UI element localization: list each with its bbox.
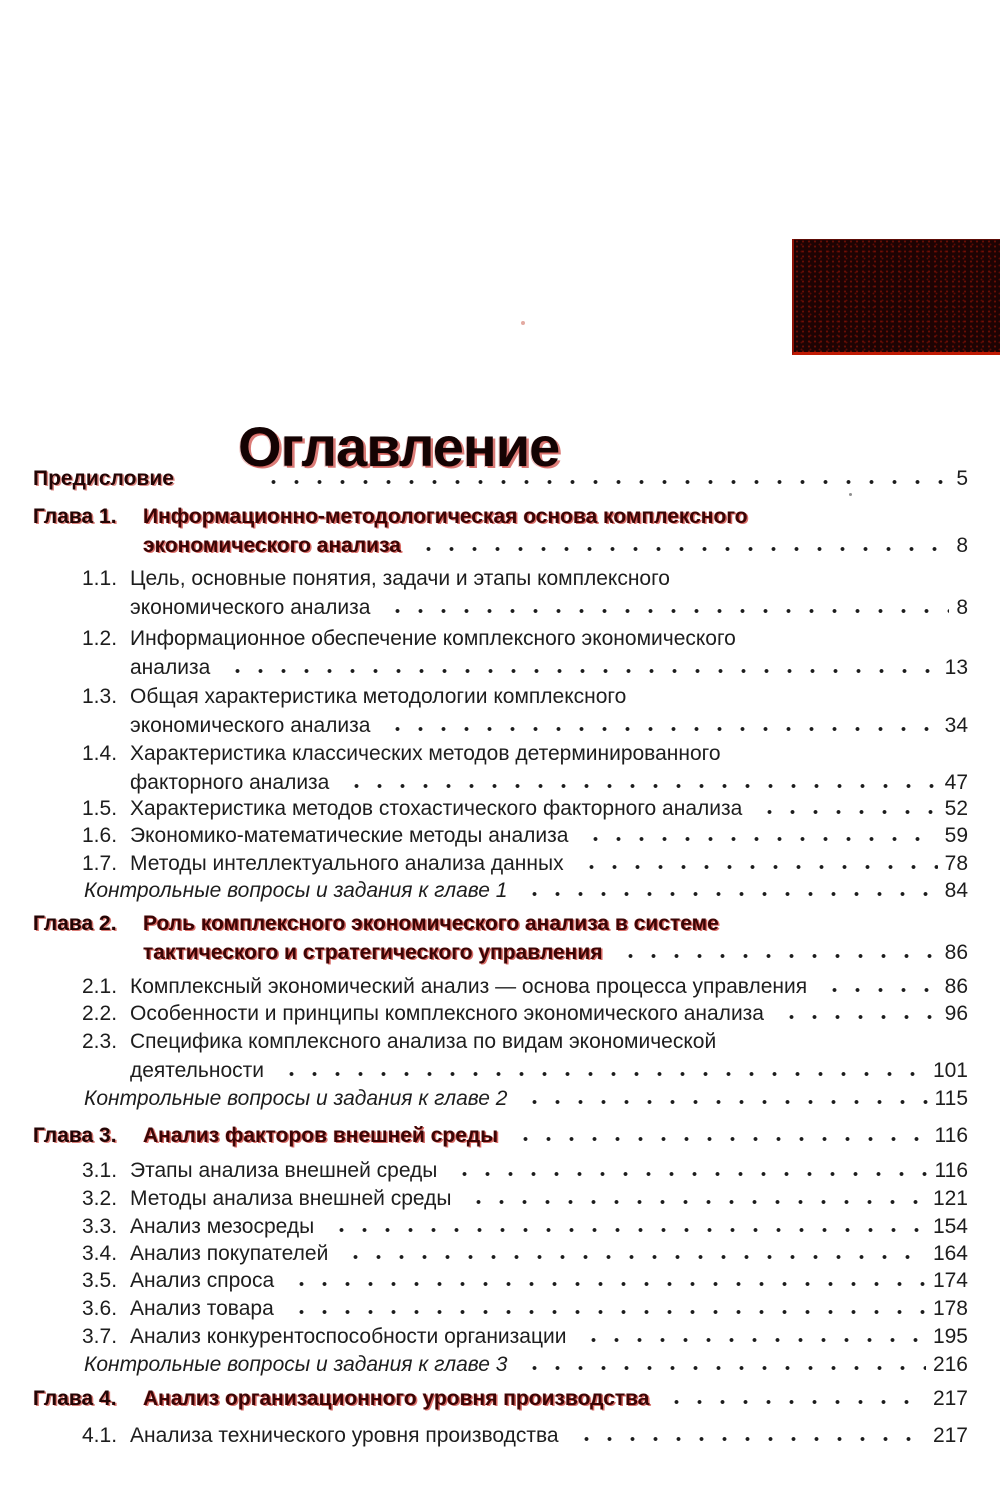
dot-leader: [580, 836, 937, 842]
toc-item: [33, 1121, 968, 1150]
entry-content: [130, 1156, 968, 1185]
toc-item: [33, 739, 968, 797]
toc-item: [33, 624, 968, 682]
entry-title-text: Особенности и принципы комплексного экономического анализа: [130, 1002, 764, 1025]
entry-title-line2: [130, 1184, 968, 1213]
dot-leader: [382, 608, 949, 614]
section-number: 2.1.: [82, 975, 118, 998]
section-number: 1.6.: [82, 824, 118, 847]
entry-content: [143, 1384, 968, 1413]
entry-title-line2: [130, 794, 968, 823]
entry-title-line2: [130, 999, 968, 1028]
entry-title-text: Комплексный экономический анализ — основа процесса управления: [130, 975, 808, 998]
section-number: 1.3.: [82, 685, 118, 708]
section-number: 3.6.: [82, 1297, 118, 1320]
entry-title-line2: [130, 1294, 968, 1323]
entry-content: [130, 1027, 968, 1085]
toc-item: [33, 682, 968, 740]
dot-leader: [341, 783, 937, 789]
dot-leader: [286, 1309, 926, 1315]
page-number: 178: [932, 1297, 968, 1320]
dot-leader: [519, 1099, 927, 1105]
dot-leader: [413, 546, 949, 552]
dot-leader: [615, 953, 938, 959]
entry-title-text: Анализ факторов внешней среды: [143, 1124, 499, 1147]
toc-item: [33, 909, 968, 967]
chapter-label: Глава 4.: [33, 1387, 117, 1410]
toc-item: [33, 1239, 968, 1268]
dot-leader: [258, 479, 949, 485]
toc-item: [33, 849, 968, 878]
section-number: 1.4.: [82, 742, 118, 765]
entry-title-line2: [143, 938, 968, 967]
entry-title-line2: [130, 1239, 968, 1268]
toc-item: [33, 1156, 968, 1185]
chapter-label: Глава 1.: [33, 505, 117, 528]
dot-leader: [449, 1171, 927, 1177]
dot-leader: [382, 726, 937, 732]
toc-item: [33, 1294, 968, 1323]
dot-leader: [510, 1136, 927, 1142]
entry-title-text: Контрольные вопросы и задания к главе 1: [84, 879, 508, 902]
entry-content: [130, 1184, 968, 1213]
page-number: 116: [934, 1124, 968, 1147]
section-number: 3.2.: [82, 1187, 118, 1210]
entry-title-text: тактического и стратегического управления: [143, 941, 603, 964]
toc-item: [33, 999, 968, 1028]
entry-title-line2: [84, 876, 968, 905]
entry-title-text: экономического анализа: [143, 534, 401, 557]
section-number: 1.2.: [82, 627, 118, 650]
page-number: 216: [932, 1353, 968, 1376]
chapter-label: Глава 3.: [33, 1124, 117, 1147]
entry-title-line2: [130, 1212, 968, 1241]
dot-leader: [276, 1071, 926, 1077]
section-number: 2.3.: [82, 1030, 118, 1053]
entry-content: [130, 794, 968, 823]
page-number: 217: [932, 1424, 968, 1447]
page-number: 5: [956, 467, 968, 490]
section-number: 3.1.: [82, 1159, 118, 1182]
entry-title-text: Анализ конкурентоспособности организации: [130, 1325, 567, 1348]
dot-leader: [340, 1254, 926, 1260]
entry-title-text: Предисловие: [33, 467, 174, 490]
toc-item: [33, 1384, 968, 1413]
toc-item: [33, 794, 968, 823]
dot-leader: [463, 1199, 926, 1205]
entry-content: [130, 1421, 968, 1450]
entry-title-line2: [130, 1266, 968, 1295]
entry-title-text: Анализ организационного уровня производства: [143, 1387, 650, 1410]
toc-item: [33, 1322, 968, 1351]
toc-item: [33, 502, 968, 560]
entry-content: [130, 999, 968, 1028]
entry-content: [130, 821, 968, 850]
entry-content: [130, 1322, 968, 1351]
entry-title-line1: Общая характеристика методологии комплексного: [130, 685, 627, 708]
page-number: 121: [932, 1187, 968, 1210]
page-number: 47: [944, 771, 968, 794]
entry-title-text: Анализ мезосреды: [130, 1215, 315, 1238]
entry-title-text: Анализа технического уровня производства: [130, 1424, 559, 1447]
entry-title-text: экономического анализа: [130, 714, 371, 737]
entry-title-line1: Характеристика классических методов детерминированного: [130, 742, 721, 765]
entry-title-text: анализа: [130, 656, 211, 679]
entry-title-line2: [130, 711, 968, 740]
entry-title-line1: Роль комплексного экономического анализа в системе: [143, 912, 719, 935]
section-number: 1.7.: [82, 852, 118, 875]
entry-title-line1: Цель, основные понятия, задачи и этапы комплексного: [130, 567, 670, 590]
entry-content: [130, 1266, 968, 1295]
section-number: 1.1.: [82, 567, 118, 590]
section-number: 3.7.: [82, 1325, 118, 1348]
entry-content: [84, 1084, 968, 1113]
entry-content: [130, 1239, 968, 1268]
toc-item: [33, 972, 968, 1001]
section-number: 3.4.: [82, 1242, 118, 1265]
entry-title-line2: [130, 1156, 968, 1185]
entry-title-text: экономического анализа: [130, 596, 371, 619]
entry-title-line2: [130, 1421, 968, 1450]
scan-speck: [521, 321, 525, 325]
page-number: 86: [944, 941, 968, 964]
entry-content: [130, 1294, 968, 1323]
dot-leader: [819, 987, 938, 993]
entry-content: [130, 624, 968, 682]
chapter-label: Глава 2.: [33, 912, 117, 935]
entry-title-line2: [130, 1056, 968, 1085]
page-title: Оглавление: [238, 414, 560, 478]
page-number: 59: [944, 824, 968, 847]
entry-content: [84, 1350, 968, 1379]
entry-content: [130, 972, 968, 1001]
entry-content: [33, 464, 968, 493]
entry-title-line2: [130, 821, 968, 850]
entry-title-text: Контрольные вопросы и задания к главе 3: [84, 1353, 508, 1376]
page-number: 154: [932, 1215, 968, 1238]
entry-content: [130, 739, 968, 797]
page-number: 164: [932, 1242, 968, 1265]
entry-title-line1: Информационно-методологическая основа комплексного: [143, 505, 748, 528]
section-number: 1.5.: [82, 797, 118, 820]
entry-title-line2: [130, 972, 968, 1001]
page-number: 96: [944, 1002, 968, 1025]
dot-leader: [519, 891, 937, 897]
dot-leader: [576, 864, 938, 870]
dot-leader: [578, 1337, 926, 1343]
entry-title-text: Характеристика методов стохастического факторного анализа: [130, 797, 743, 820]
page-number: 174: [932, 1269, 968, 1292]
toc-item: [33, 1350, 968, 1379]
dot-leader: [326, 1227, 926, 1233]
dot-leader: [222, 668, 937, 674]
toc-item: [33, 821, 968, 850]
dot-leader: [286, 1281, 926, 1287]
entry-content: [143, 502, 968, 560]
dot-leader: [519, 1365, 926, 1371]
entry-title-text: деятельности: [130, 1059, 264, 1082]
entry-title-line2: [130, 653, 968, 682]
page-number: 195: [932, 1325, 968, 1348]
page-number: 217: [932, 1387, 968, 1410]
toc-item: [33, 1027, 968, 1085]
entry-title-text: факторного анализа: [130, 771, 330, 794]
entry-title-text: Этапы анализа внешней среды: [130, 1159, 438, 1182]
page-number: 8: [956, 596, 968, 619]
entry-content: [130, 849, 968, 878]
toc-item: [33, 564, 968, 622]
entry-title-text: Контрольные вопросы и задания к главе 2: [84, 1087, 508, 1110]
page-number: 78: [944, 852, 968, 875]
entry-content: [143, 1121, 968, 1150]
section-number: 2.2.: [82, 1002, 118, 1025]
entry-title-text: Анализ покупателей: [130, 1242, 329, 1265]
entry-title-line2: [143, 1384, 968, 1413]
entry-title-line2: [130, 849, 968, 878]
entry-title-text: Анализ товара: [130, 1297, 274, 1320]
toc-item: [33, 464, 968, 493]
page-number: 34: [944, 714, 968, 737]
page-number: 8: [956, 534, 968, 557]
entry-title-line2: [84, 1350, 968, 1379]
section-number: 4.1.: [82, 1424, 118, 1447]
toc-item: [33, 1421, 968, 1450]
table-of-contents: [33, 0, 968, 1489]
dot-leader: [661, 1399, 925, 1405]
toc-item: [33, 1084, 968, 1113]
entry-title-line2: [130, 768, 968, 797]
toc-item: [33, 1266, 968, 1295]
entry-title-line1: Специфика комплексного анализа по видам экономической: [130, 1030, 717, 1053]
entry-title-text: Методы анализа внешней среды: [130, 1187, 452, 1210]
entry-title-line1: Информационное обеспечение комплексного экономического: [130, 627, 736, 650]
entry-content: [143, 909, 968, 967]
page-number: 115: [934, 1087, 968, 1110]
toc-item: [33, 876, 968, 905]
entry-content: [84, 876, 968, 905]
toc-item: [33, 1212, 968, 1241]
dot-leader: [754, 809, 937, 815]
entry-title-text: Экономико-математические методы анализа: [130, 824, 569, 847]
page-number: 86: [944, 975, 968, 998]
dot-leader: [776, 1014, 938, 1020]
entry-title-text: Методы интеллектуального анализа данных: [130, 852, 564, 875]
entry-title-line2: [33, 464, 968, 493]
section-number: 3.3.: [82, 1215, 118, 1238]
entry-title-text: Анализ спроса: [130, 1269, 275, 1292]
entry-content: [130, 564, 968, 622]
section-number: 3.5.: [82, 1269, 118, 1292]
entry-title-line2: [143, 1121, 968, 1150]
dot-leader: [571, 1436, 926, 1442]
page-number: 101: [932, 1059, 968, 1082]
page-number: 52: [944, 797, 968, 820]
scan-speck: [849, 493, 852, 496]
entry-title-line2: [130, 593, 968, 622]
entry-content: [130, 1212, 968, 1241]
page-number: 116: [934, 1159, 968, 1182]
toc-item: [33, 1184, 968, 1213]
entry-title-line2: [143, 531, 968, 560]
entry-title-line2: [130, 1322, 968, 1351]
entry-title-line2: [84, 1084, 968, 1113]
page-number: 13: [944, 656, 968, 679]
page-number: 84: [944, 879, 968, 902]
entry-content: [130, 682, 968, 740]
